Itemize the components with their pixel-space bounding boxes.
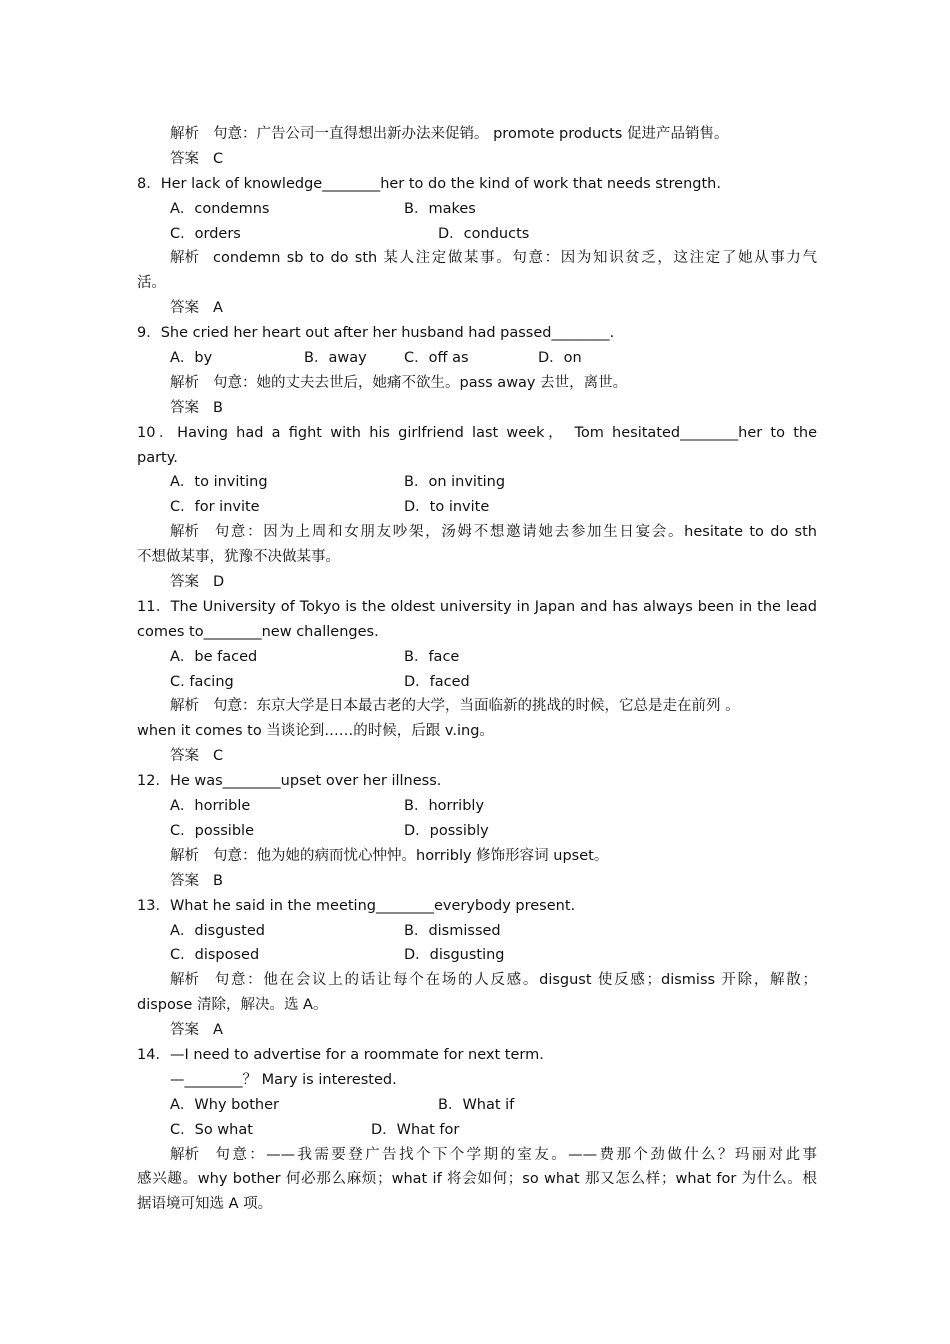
text-line: 据语境可知选 A 项。 (137, 1196, 273, 1213)
answer-label: 答案 (170, 399, 199, 416)
options-row (137, 645, 817, 670)
options-row (137, 1093, 817, 1118)
option-choice: A．disgusted (170, 922, 265, 939)
options-row (137, 197, 817, 222)
analysis-line (137, 246, 817, 271)
question-stem: 9．She cried her heart out after her husband had passed________. (137, 325, 615, 342)
answer-line (137, 744, 817, 769)
option-choice: C．off as (404, 350, 469, 367)
answer-line (137, 396, 817, 421)
analysis-label: 解析 (170, 524, 199, 541)
analysis-label: 解析 (170, 698, 199, 715)
analysis-text: condemn sb to do sth 某人注定做某事。句意：因为知识贫乏，这注定了她从事力气 (213, 250, 817, 267)
answer-value: A (213, 300, 223, 317)
analysis-line (137, 371, 817, 396)
option-choice: A．Why bother (170, 1096, 279, 1113)
answer-value: A (213, 1022, 223, 1039)
answer-label: 答案 (170, 748, 199, 765)
analysis-line (137, 844, 817, 869)
option-choice: B．face (404, 648, 460, 665)
analysis-text: 句意：广告公司一直得想出新办法来促销。 promote products 促进产品销售。 (213, 126, 729, 142)
question-stem: 10．Having had a fight with his girlfriend last week， Tom hesitated________her to the (137, 424, 817, 441)
answer-label: 答案 (170, 150, 199, 167)
text-line: 活。 (137, 275, 166, 292)
analysis-text: 句意：因为上周和女朋友吵架，汤姆不想邀请她去参加生日宴会。hesitate to do sth (213, 524, 817, 541)
answer-line (137, 296, 817, 321)
text-line: party. (137, 449, 178, 466)
analysis-label: 解析 (170, 374, 199, 391)
options-row (137, 819, 817, 844)
text-line: when it comes to 当谈论到……的时候，后跟 v.ing。 (137, 723, 494, 740)
text-line: dispose 清除，解决。选 A。 (137, 997, 328, 1014)
option-choice: C．disposed (170, 947, 260, 964)
answer-label: 答案 (170, 574, 199, 591)
analysis-line (137, 520, 817, 545)
option-choice: B．away (304, 350, 367, 367)
analysis-line (137, 694, 817, 719)
options-row (137, 1118, 817, 1143)
option-choice: B．What if (438, 1096, 515, 1113)
option-choice: A．to inviting (170, 474, 268, 491)
analysis-line (137, 1143, 817, 1168)
question-stem: 12．He was________upset over her illness. (137, 773, 442, 790)
answer-value: D (213, 574, 225, 591)
option-choice: C．for invite (170, 499, 260, 516)
analysis-label: 解析 (170, 1146, 199, 1163)
answer-value: C (213, 748, 224, 765)
option-choice: B．dismissed (404, 922, 501, 939)
text-line: 感兴趣。why bother 何必那么麻烦；what if 将会如何；so what 那又怎么样；what for 为什么。根 (137, 1171, 817, 1188)
option-choice: A．be faced (170, 648, 258, 665)
option-choice: C．orders (170, 225, 241, 242)
question-stem: 14．—I need to advertise for a roommate for next term. (137, 1046, 544, 1063)
text-line: —________？ Mary is interested. (170, 1071, 397, 1088)
option-choice: D．to invite (404, 499, 490, 516)
analysis-text: 句意：他在会议上的话让每个在场的人反感。disgust 使反感；dismiss 开除，解散； (213, 972, 817, 989)
answer-label: 答案 (170, 1022, 199, 1039)
option-choice: D．possibly (404, 822, 489, 839)
option-choice: D．on (538, 350, 582, 367)
option-choice: D．conducts (438, 225, 530, 242)
analysis-text: 句意：她的丈夫去世后，她痛不欲生。pass away 去世，离世。 (213, 374, 628, 391)
option-choice: D．faced (404, 673, 470, 690)
text-line: 不想做某事，犹豫不决做某事。 (137, 549, 340, 566)
answer-value: C (213, 150, 224, 167)
option-choice: B．horribly (404, 798, 485, 815)
option-choice: C．possible (170, 822, 254, 839)
question-stem: 11．The University of Tokyo is the oldest university in Japan and has always been in the lead (137, 598, 817, 615)
question-stem: 13．What he said in the meeting________everybody present. (137, 897, 576, 914)
answer-label: 答案 (170, 872, 199, 889)
document-page (137, 122, 817, 1217)
option-choice: B．makes (404, 200, 476, 217)
option-choice: A．horrible (170, 798, 251, 815)
option-choice: C. facing (170, 673, 234, 690)
options-row (137, 794, 817, 819)
analysis-label: 解析 (170, 972, 199, 989)
options-row (137, 470, 817, 495)
answer-line (137, 869, 817, 894)
options-row (137, 670, 817, 695)
analysis-label: 解析 (170, 250, 199, 267)
answer-line (137, 570, 817, 595)
analysis-line (137, 122, 817, 147)
analysis-text: 句意：——我需要登广告找个下个学期的室友。——费那个劲做什么？玛丽对此事 (213, 1146, 817, 1163)
question-stem: 8．Her lack of knowledge________her to do the kind of work that needs strength. (137, 175, 721, 192)
analysis-text: 句意：东京大学是日本最古老的大学，当面临新的挑战的时候，它总是走在前列 。 (213, 698, 740, 715)
option-choice: B．on inviting (404, 474, 506, 491)
options-row (137, 346, 817, 371)
answer-value: B (213, 872, 223, 889)
answer-label: 答案 (170, 300, 199, 317)
analysis-text: 句意：他为她的病而忧心忡忡。horribly 修饰形容词 upset。 (213, 847, 609, 864)
answer-value: B (213, 399, 223, 416)
analysis-label: 解析 (170, 847, 199, 864)
answer-line (137, 1018, 817, 1043)
options-row (137, 495, 817, 520)
option-choice: D．What for (371, 1121, 460, 1138)
answer-line (137, 147, 817, 172)
analysis-line (137, 968, 817, 993)
option-choice: A．by (170, 350, 213, 367)
option-choice: D．disgusting (404, 947, 505, 964)
text-line: comes to________new challenges. (137, 623, 379, 640)
options-row (137, 919, 817, 944)
analysis-label: 解析 (170, 126, 199, 142)
options-row (137, 222, 817, 247)
options-row (137, 943, 817, 968)
option-choice: A．condemns (170, 200, 270, 217)
option-choice: C．So what (170, 1121, 253, 1138)
